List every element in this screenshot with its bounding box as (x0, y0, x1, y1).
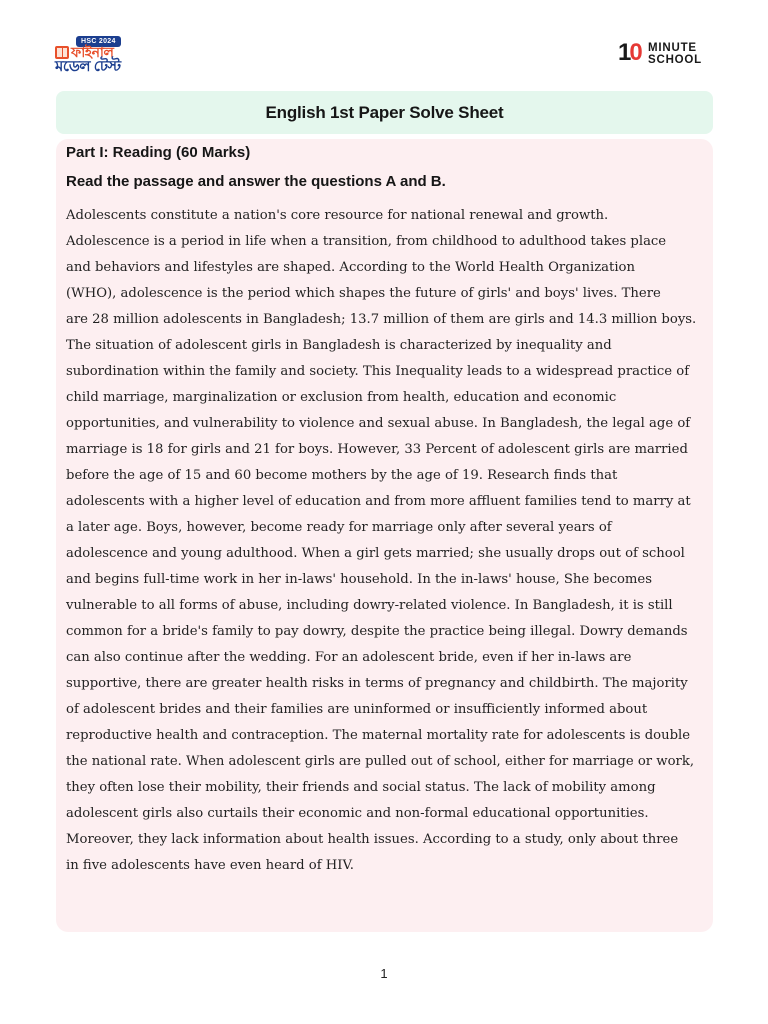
logo-line1: ফাইনাল (71, 44, 114, 60)
passage-line: Moreover, they lack information about health issues. According to a study, only about three (66, 832, 679, 847)
passage-line: of adolescent brides and their families are uninformed or insufficiently informed about (66, 702, 648, 717)
page-header (0, 0, 768, 84)
page-number: 1 (380, 966, 388, 981)
passage-line: adolescence and young adulthood. When a girl gets married; she usually drops out of school (66, 546, 685, 561)
passage-line: vulnerable to all forms of abuse, including dowry-related violence. In Bangladesh, it is still (66, 598, 673, 613)
passage-line: the national rate. When adolescent girls are pulled out of school, either for marriage or work, (66, 754, 695, 769)
passage-line: a later age. Boys, however, become ready for marriage only after several years of (66, 520, 612, 535)
reading-section (56, 139, 713, 932)
10-minute-school-logo (618, 40, 714, 68)
section-heading: Part I: Reading (60 Marks) (66, 144, 251, 161)
passage-line: The situation of adolescent girls in Bangladesh is characterized by inequality and (66, 338, 612, 353)
logo-number-0: 0 (629, 39, 641, 66)
passage-line: can also continue after the wedding. For an adolescent bride, even if her in-laws are (66, 650, 632, 665)
passage-line: are 28 million adolescents in Bangladesh; 13.7 million of them are girls and 14.3 million boys. (66, 312, 697, 327)
passage-line: they often lose their mobility, their friends and social status. The lack of mobility among (66, 780, 656, 795)
passage-line: and behaviors and lifestyles are shaped. According to the World Health Organization (66, 260, 635, 275)
passage-line: opportunities, and vulnerability to violence and sexual abuse. In Bangladesh, the legal age of (66, 416, 691, 431)
reading-passage (66, 203, 711, 879)
logo-word-school: SCHOOL (648, 54, 702, 66)
passage-line: adolescents with a higher level of education and from more affluent families tend to marry at (66, 494, 691, 509)
passage-line: Adolescents constitute a nation's core resource for national renewal and growth. (66, 208, 609, 223)
passage-line: before the age of 15 and 60 become mothers by the age of 19. Research finds that (66, 468, 618, 483)
passage-line: adolescent girls also curtails their economic and non-formal educational opportunities. (66, 806, 649, 821)
passage-line: in five adolescents have even heard of HIV. (66, 858, 354, 873)
logo-number-1: 1 (618, 39, 630, 66)
passage-line: reproductive health and contraception. The maternal mortality rate for adolescents is double (66, 728, 691, 743)
final-model-test-logo (54, 36, 136, 74)
passage-line: common for a bride's family to pay dowry, despite the practice being illegal. Dowry demands (66, 624, 688, 639)
passage-line: supportive, there are greater health risks in terms of pregnancy and childbirth. The majority (66, 676, 688, 691)
logo-number (618, 40, 641, 66)
page-title: English 1st Paper Solve Sheet (265, 102, 504, 122)
passage-line: child marriage, marginalization or exclusion from health, education and economic (66, 390, 617, 405)
passage-line: Adolescence is a period in life when a transition, from childhood to adulthood takes place (66, 234, 667, 249)
logo-badge: HSC 2024 (76, 36, 121, 47)
logo-line2: মডেল টেস্ট (55, 58, 121, 75)
passage-line: subordination within the family and society. This Inequality leads to a widespread practice of (66, 364, 690, 379)
passage-line: and begins full-time work in her in-laws' household. In the in-laws' house, She becomes (66, 572, 652, 587)
title-banner (56, 91, 713, 134)
logo-word-minute: MINUTE (648, 42, 697, 54)
passage-line: (WHO), adolescence is the period which shapes the future of girls' and boys' lives. There (66, 286, 661, 301)
passage-line: marriage is 18 for girls and 21 for boys. However, 33 Percent of adolescent girls are married (66, 442, 688, 457)
section-instruction: Read the passage and answer the questions A and B. (66, 173, 446, 190)
